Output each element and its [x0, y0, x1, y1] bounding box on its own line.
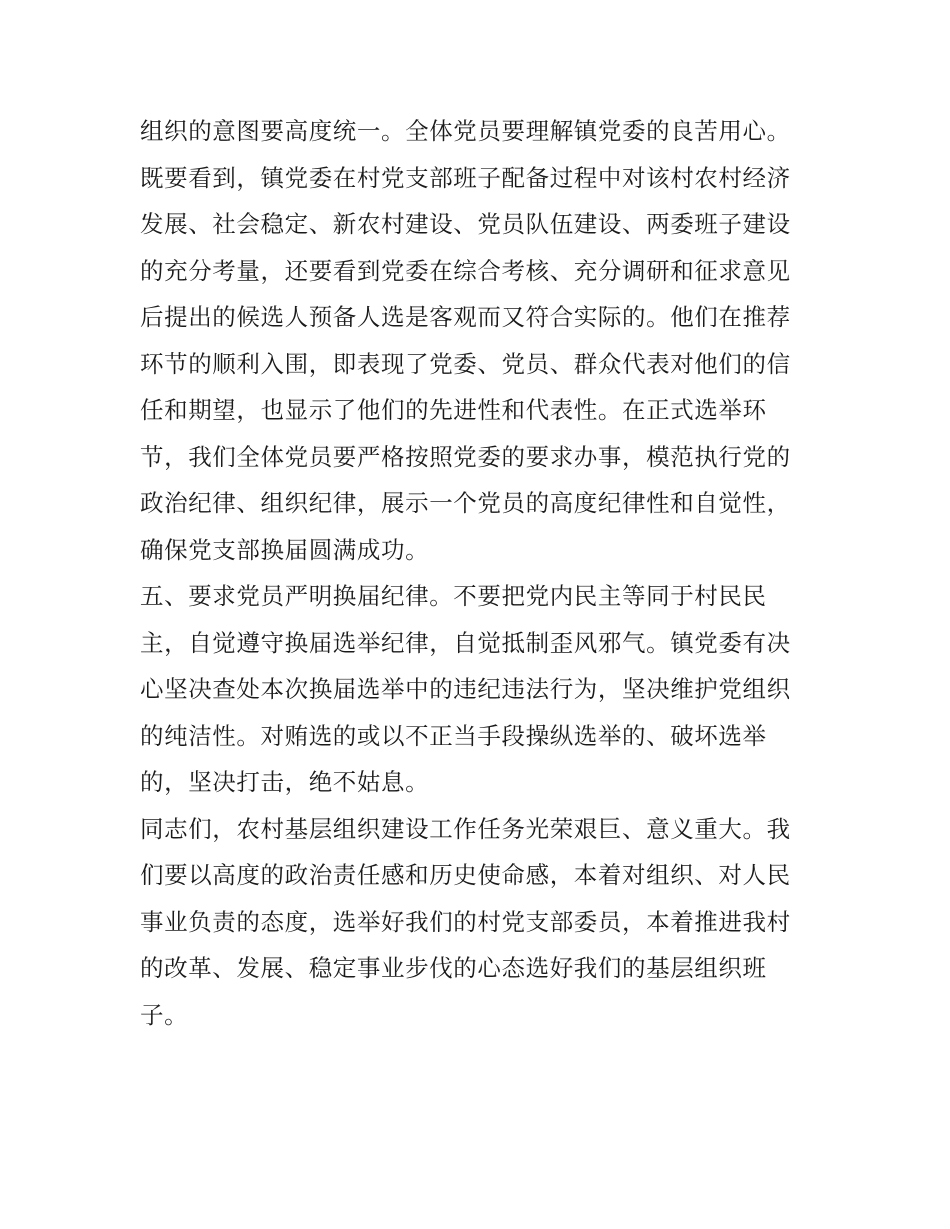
text-line: 的充分考量，还要看到党委在综合考核、充分调研和征求意见 [140, 256, 791, 285]
text-line: 任和期望，也显示了他们的先进性和代表性。在正式选举环 [140, 396, 767, 424]
text-line: 环节的顺利入围，即表现了党委、党员、群众代表对他们的信 [140, 349, 791, 378]
text-line: 组织的意图要高度统一。全体党员要理解镇党委的良苦用心。 [140, 117, 791, 145]
text-line: 后提出的候选人预备人选是客观而又符合实际的。他们在推荐 [140, 303, 791, 331]
text-line: 心坚决查处本次换届选举中的违纪违法行为，坚决维护党组织 [140, 675, 791, 703]
body-text [140, 108, 820, 1038]
text-line: 五、要求党员严明换届纪律。不要把党内民主等同于村民民 [140, 582, 767, 610]
text-line: 的改革、发展、稳定事业步伐的心态选好我们的基层组织班 [140, 954, 767, 982]
text-line: 发展、社会稳定、新农村建设、党员队伍建设、两委班子建设 [140, 210, 791, 238]
text-line: 节，我们全体党员要严格按照党委的要求办事，模范执行党的 [140, 442, 791, 471]
text-line: 的，坚决打击，绝不姑息。 [140, 768, 430, 796]
text-line: 既要看到，镇党委在村党支部班子配备过程中对该村农村经济 [140, 163, 791, 192]
text-line: 政治纪律、组织纪律，展示一个党员的高度纪律性和自觉性， [140, 489, 791, 517]
text-line: 确保党支部换届圆满成功。 [140, 535, 430, 564]
text-line: 事业负责的态度，选举好我们的村党支部委员，本着推进我村 [140, 907, 791, 936]
text-line: 子。 [140, 1000, 189, 1029]
text-line: 同志们，农村基层组织建设工作任务光荣艰巨、意义重大。我 [140, 814, 791, 843]
text-line: 们要以高度的政治责任感和历史使命感，本着对组织、对人民 [140, 861, 791, 889]
text-line: 的纯洁性。对贿选的或以不正当手段操纵选举的、破坏选举 [140, 721, 767, 750]
text-line: 主，自觉遵守换届选举纪律，自觉抵制歪风邪气。镇党委有决 [140, 628, 791, 657]
